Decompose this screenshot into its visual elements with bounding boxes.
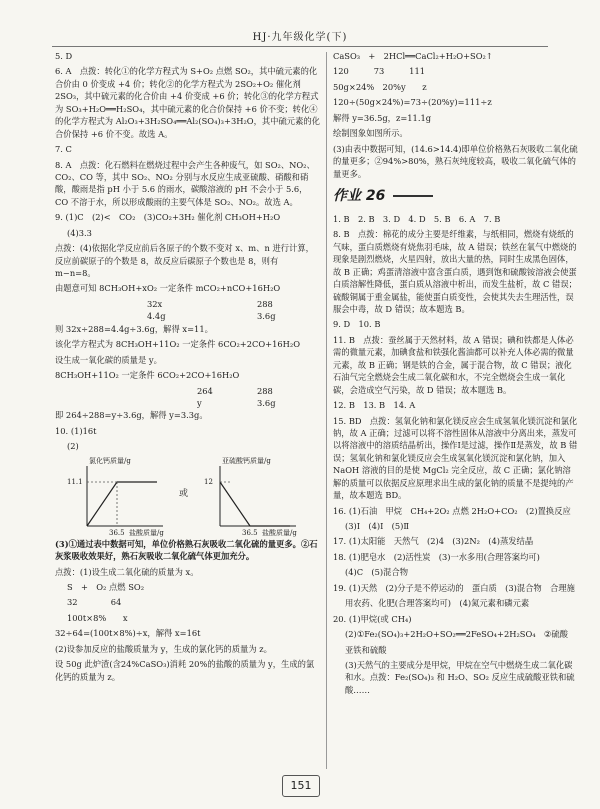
graph-2-ylabel: 亚硫酸钙质量/g bbox=[222, 456, 271, 465]
answer-8: 8. A 点拨：化石燃料在燃烧过程中会产生各种废气，如 SO₂、NO₂、CO₂、CO 等，其中 SO₂、NO₂ 分别与水反应生成亚硫酸、硝酸和硝酸，酸雨是指 pH 小于 5.6 的雨水，碳酸溶液的 pH 不会小于 5.6，CO 不溶于水，所以形成酸雨的主要气体是 SO₂、NO₂。故选 A。 bbox=[55, 159, 315, 207]
equation-masses: 120 73 111 bbox=[333, 66, 426, 77]
answer-9-equation: 由题意可知 8CH₃OH+xO₂ 一定条件 mCO₂+nCO+16H₂O bbox=[55, 283, 281, 294]
graph-2-ytick: 12 bbox=[204, 477, 213, 486]
answers-9-10: 9. D 10. B bbox=[333, 319, 381, 330]
graph-1-ylabel: 氯化钙质量/g bbox=[89, 456, 131, 465]
answer-9: 9. (1)C (2)< CO₂ (3)CO₂+3H₂ 催化剂 CH₃OH+H₂O bbox=[55, 212, 281, 223]
calc-row: y 3.6g bbox=[197, 397, 276, 408]
answer-6: 6. A 点拨：转化①的化学方程式为 S+O₂ 点燃 SO₂，其中硫元素的化合价由 0 价变成 +4 价；转化②的化学方程式为 2SO₂+O₂ 催化剂 2SO₃，其中硫元素的化合价由 +4 价变成 +6 价；转化③的化学方程式为 SO₃+H₂O══H₂SO₄，其中硫元素的化合价保持 +6 价不变；转化④的化学方程式为 Al₂O₃+3H₂SO₄══Al₂(SO₄)₃+3H₂O，其中硫元素的化合价保持 +6 价不变。故选 A。 bbox=[55, 66, 320, 139]
graph-note: 绘制图象如图所示。 bbox=[333, 128, 408, 139]
graph-calcium-chloride bbox=[67, 456, 167, 537]
answer-10-equation: S + O₂ 点燃 SO₂ bbox=[67, 582, 145, 592]
equation-result: 解得 y=36.5g，z=11.1g bbox=[333, 112, 432, 123]
graph-2-xtick: 36.5 bbox=[242, 528, 258, 537]
equation-ratio: 120÷(50g×24%)=73÷(20%y)=111÷z bbox=[333, 97, 492, 108]
answer-10-set: (2)设参加反应的盐酸质量为 y，生成的氯化钙的质量为 z。 bbox=[55, 643, 272, 654]
homework-title: 作业 26 bbox=[333, 187, 386, 204]
equation-caso3: CaSO₃ + 2HCl══CaCl₂+H₂O+SO₂↑ bbox=[333, 51, 493, 61]
homework-heading bbox=[333, 186, 579, 207]
answer-10-part2: (2) bbox=[67, 441, 79, 452]
calc-table-1 bbox=[55, 298, 320, 323]
graph-1-ytick: 11.1 bbox=[67, 477, 83, 486]
answer-9-equation-2: 8CH₃OH+11O₂ 一定条件 6CO₂+2CO+16H₂O bbox=[55, 370, 240, 381]
answer-9-hint: 点拨：(4)依据化学反应前后各原子的个数不变对 x、m、n 进行计算，反应前碳原子的个数是 8，故反应后碳原子个数也是 8，则有 m−n=8。 bbox=[55, 243, 314, 278]
calc-row: 32x 288 bbox=[147, 298, 273, 309]
or-text: 或 bbox=[179, 488, 189, 499]
answer-26-20c: 亚铁和硫酸 bbox=[345, 644, 387, 655]
graph-1-svg bbox=[67, 456, 167, 534]
answer-10-quantities: 100t×8% x bbox=[67, 612, 128, 623]
answer-10-graphs bbox=[55, 456, 320, 537]
column-divider bbox=[326, 52, 327, 769]
graph-1-xtick: 36.5 bbox=[109, 528, 125, 537]
answer-10-part3: (3)①通过表中数据可知，单位价格熟石灰吸收二氧化硫的量更多。②石灰浆吸收效果好，熟石灰吸收二氧化硫气体更加充分。 bbox=[55, 538, 318, 562]
right-column bbox=[333, 50, 579, 771]
header-rule bbox=[52, 46, 548, 47]
answer-26-19: 19. (1)天然 (2)分子是不停运动的 蛋白质 (3)混合物 合理施 bbox=[333, 582, 575, 593]
answer-5: 5. D bbox=[55, 51, 73, 61]
graph-calcium-sulfite bbox=[200, 456, 300, 537]
data-line bbox=[220, 482, 290, 526]
answer-26-19b: 用农药、化肥(合理答案均可) (4)氮元素和磷元素 bbox=[345, 598, 530, 609]
left-column bbox=[55, 50, 320, 771]
answer-26-11: 11. B 点拨：蚕丝属于天然材料，故 A 错误；碘和铁都是人体必需的微量元素，加碘食盐和铁强化酱油都可以补充人体必需的微量元素，故 B 正确；钢是铁的合金，属于混合物，故 C 错误；液化石油气完全燃烧会生成二氧化碳和水，不完全燃烧会生成一氧化碳，会造成空气污染，故 D 错误；故本题选 B。 bbox=[333, 334, 574, 395]
answer-10-solve: 32÷64=(100t×8%)÷x，解得 x=16t bbox=[55, 628, 201, 639]
answer-9-full-equation: 该化学方程式为 8CH₃OH+11O₂ 一定条件 6CO₂+2CO+16H₂O bbox=[55, 339, 301, 350]
answer-26-8: 8. B 点拨：棉花的成分主要是纤维素，与纸相同，燃烧有烧纸的气味，蛋白质燃烧有烧焦羽毛味，故 A 错误；铁丝在氧气中燃烧的现象是剧烈燃烧，火星四射，放出大量的热，同时生成黑色固体，故 B 正确；鸡蛋清溶液中富含蛋白质，遇到饱和硫酸铵溶液会使蛋白质溶解性降低，蛋白质从溶液中析出，而发生盐析，故 C 错误；硫酸铜属于重金属盐，能使蛋白质变性，会使其失去生理活性，误服会中毒，故 D 错误；故本题选 B。 bbox=[333, 229, 577, 314]
answers-12-14: 12. B 13. B 14. A bbox=[333, 400, 416, 411]
answer-26-18b: (4)C (5)混合物 bbox=[345, 567, 409, 578]
page-header bbox=[0, 0, 600, 43]
page-number: 151 bbox=[282, 775, 320, 797]
answer-10-part3-explain: (3)由表中数据可知，(14.6>14.4)即单位价格熟石灰吸收二氧化硫的量更多；②94%>80%，熟石灰纯度较高，吸收二氧化硫气体的量更多。 bbox=[333, 143, 578, 179]
answer-10: 10. (1)16t bbox=[55, 425, 97, 436]
graph-2-svg bbox=[200, 456, 300, 534]
answer-26-16: 16. (1)石油 甲烷 CH₄+2O₂ 点燃 2H₂O+CO₂ (2)置换反应 bbox=[333, 505, 571, 516]
graph-2-xlabel: 盐酸质量/g bbox=[262, 528, 297, 537]
equation-quantities: 50g×24% 20%y z bbox=[333, 81, 427, 92]
answer-26-16b: (3)Ⅰ (4)Ⅰ (5)Ⅱ bbox=[345, 521, 410, 531]
answer-26-20b: (2)①Fe₂(SO₄)₃+2H₂O+SO₂══2FeSO₄+2H₂SO₄ ②硫酸 bbox=[345, 629, 568, 640]
graph-1-xlabel: 盐酸质量/g bbox=[129, 528, 164, 537]
calc-table-2 bbox=[55, 385, 320, 410]
data-line bbox=[87, 482, 157, 526]
answer-9-solve-x: 则 32x÷288=4.4g÷3.6g，解得 x=11。 bbox=[55, 323, 213, 334]
answer-26-17: 17. (1)太阳能 天然气 (2)4 (3)2N₂ (4)蒸发结晶 bbox=[333, 536, 534, 547]
calc-row: 4.4g 3.6g bbox=[147, 311, 276, 322]
answer-9-result: 即 264÷288=y÷3.6g，解得 y=3.3g。 bbox=[55, 410, 208, 421]
answer-26-20: 20. (1)甲烷(或 CH₄) bbox=[333, 613, 412, 624]
answer-10-set-2: 设 50g 此炉渣(含24%CaSO₃)消耗 20%的盐酸的质量为 y，生成的氯化钙的质量为 z。 bbox=[55, 659, 315, 682]
answer-10-masses: 32 64 bbox=[67, 597, 122, 608]
header-title: HJ·九年级化学(下) bbox=[252, 32, 348, 43]
homework-bar bbox=[393, 195, 433, 197]
answer-9-part4: (4)3.3 bbox=[67, 227, 92, 238]
answer-10-hint: 点拨：(1)设生成二氧化硫的质量为 x。 bbox=[55, 566, 199, 577]
answer-26-18: 18. (1)肥皂水 (2)活性炭 (3)一水多用(合理答案均可) bbox=[333, 551, 540, 562]
answer-26-20d: (3)天然气的主要成分是甲烷，甲烷在空气中燃烧生成二氧化碳和水。点拨：Fe₂(SO₄)₃ 和 H₂O、SO₂ 反应生成硫酸亚铁和硫酸…… bbox=[345, 659, 575, 695]
answer-26-15: 15. BD 点拨：氢氧化钠和氯化镁反应会生成氢氧化镁沉淀和氯化钠，故 A 正确；过滤可以将不溶性固体从溶液中分离出来，蒸发可以将溶液中的溶质结晶析出，操作Ⅰ是过滤，操作Ⅱ是蒸发，故 B 错误；氢氧化钠和氯化镁反应会生成氢氧化镁沉淀和氯化钠，加入 NaOH 溶液的目的是使 MgCl₂ 完全反应，故 C 正确；氯化钠溶解的质量可以依据反应原理求出生成的氯化钠的质量不是提纯的产量，故本题选 BD。 bbox=[333, 415, 578, 501]
calc-row: 264 288 bbox=[197, 385, 273, 396]
answer-7: 7. C bbox=[55, 144, 72, 155]
answer-9-set-y: 设生成一氧化碳的质量是 y。 bbox=[55, 354, 162, 365]
answers-1-7: 1. B 2. B 3. D 4. D 5. B 6. A 7. B bbox=[333, 213, 501, 224]
